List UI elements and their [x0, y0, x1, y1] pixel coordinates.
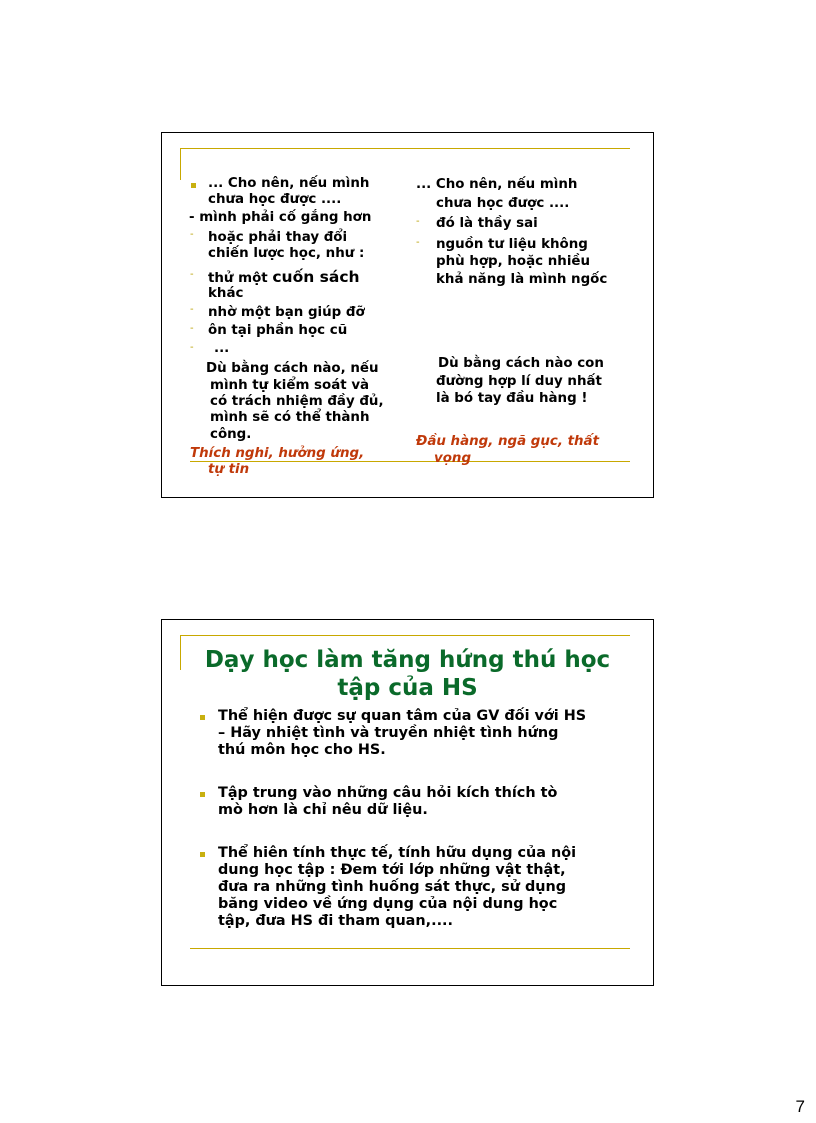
left-line-4: hoặc phải thay đổi	[208, 230, 348, 245]
left-para-2: mình tự kiểm soát và	[210, 378, 370, 393]
bullet-3-line-1: Thể hiên tính thực tế, tính hữu dụng của nội	[218, 845, 577, 861]
left-line-9: ôn tại phần học cũ	[208, 323, 348, 338]
right-summary-1: Đầu hàng, ngã gục, thất	[416, 434, 599, 449]
left-line-8: nhờ một bạn giúp đỡ	[208, 305, 365, 320]
dash-bullet-icon: -	[416, 216, 420, 227]
bullet-3-line-3: đưa ra những tình huống sát thực, sử dụng	[218, 879, 567, 895]
bullet-icon	[200, 715, 205, 720]
slide-accent-top-rule	[180, 148, 630, 149]
dash-bullet-icon: -	[190, 304, 194, 315]
left-line-1: ... Cho nên, nếu mình	[208, 176, 370, 191]
left-line-7: khác	[208, 286, 244, 301]
right-summary-2: vọng	[434, 451, 472, 466]
left-para-4: mình sẽ có thể thành	[210, 410, 370, 425]
dash-bullet-icon: -	[416, 237, 420, 248]
left-line-5: chiến lược học, như :	[208, 246, 365, 261]
bullet-icon	[191, 183, 196, 188]
bullet-1-line-3: thú môn học cho HS.	[218, 742, 386, 758]
bullet-1-line-1: Thể hiện được sự quan tâm của GV đối với HS	[218, 708, 587, 724]
right-line-1: ... Cho nên, nếu mình	[416, 177, 578, 192]
left-line-3: - mình phải cố gắng hơn	[189, 210, 372, 225]
dash-bullet-icon: -	[190, 229, 194, 240]
right-para-2: đường hợp lí duy nhất	[436, 374, 602, 389]
left-summary-1: Thích nghi, hưởng ứng,	[190, 446, 365, 461]
slide-1	[161, 132, 654, 498]
left-line-2: chưa học được ....	[208, 192, 342, 207]
left-para-1: Dù bằng cách nào, nếu	[206, 361, 379, 376]
right-line-5: phù hợp, hoặc nhiều	[436, 254, 591, 269]
bullet-3-line-2: dung học tập : Đem tới lớp những vật thật,	[218, 862, 566, 878]
left-para-3: có trách nhiệm đầy đủ,	[210, 394, 384, 409]
bullet-3-line-4: băng video về ứng dụng của nội dung học	[218, 896, 558, 912]
right-line-4: nguồn tư liệu không	[436, 237, 588, 252]
slide-title-line-2: tập của HS	[337, 675, 478, 701]
slide-accent-vertical	[180, 148, 181, 180]
left-para-5: công.	[210, 427, 252, 442]
right-para-3: là bó tay đầu hàng !	[436, 391, 588, 406]
bullet-3-line-5: tập, đưa HS đi tham quan,....	[218, 913, 453, 929]
page-number: 7	[795, 1097, 805, 1116]
right-line-6: khả năng là mình ngốc	[436, 272, 608, 287]
slide-2	[161, 619, 654, 986]
bullet-2-line-2: mò hơn là chỉ nêu dữ liệu.	[218, 802, 428, 818]
dash-bullet-icon: -	[190, 323, 194, 334]
left-line-6a: thử một	[208, 271, 273, 286]
left-summary-2: tự tin	[208, 462, 250, 477]
bullet-icon	[200, 852, 205, 857]
right-line-3: đó là thầy sai	[436, 216, 538, 231]
slide-title-line-1: Dạy học làm tăng hứng thú học	[204, 647, 611, 673]
right-line-2: chưa học được ....	[436, 196, 570, 211]
bullet-1-line-2: – Hãy nhiệt tình và truyền nhiệt tình hứng	[218, 725, 559, 741]
bullet-2-line-1: Tập trung vào những câu hỏi kích thích tò	[218, 785, 558, 801]
bullet-icon	[200, 792, 205, 797]
dash-bullet-icon: -	[190, 342, 194, 353]
left-line-6	[208, 269, 360, 288]
dash-bullet-icon: -	[190, 269, 194, 280]
left-line-6b: cuốn sách	[272, 268, 360, 286]
right-para-1: Dù bằng cách nào con	[438, 356, 604, 371]
slide-accent-bottom-rule	[190, 948, 630, 949]
left-line-10: ...	[214, 341, 230, 356]
slide-accent-top-rule	[180, 635, 630, 636]
